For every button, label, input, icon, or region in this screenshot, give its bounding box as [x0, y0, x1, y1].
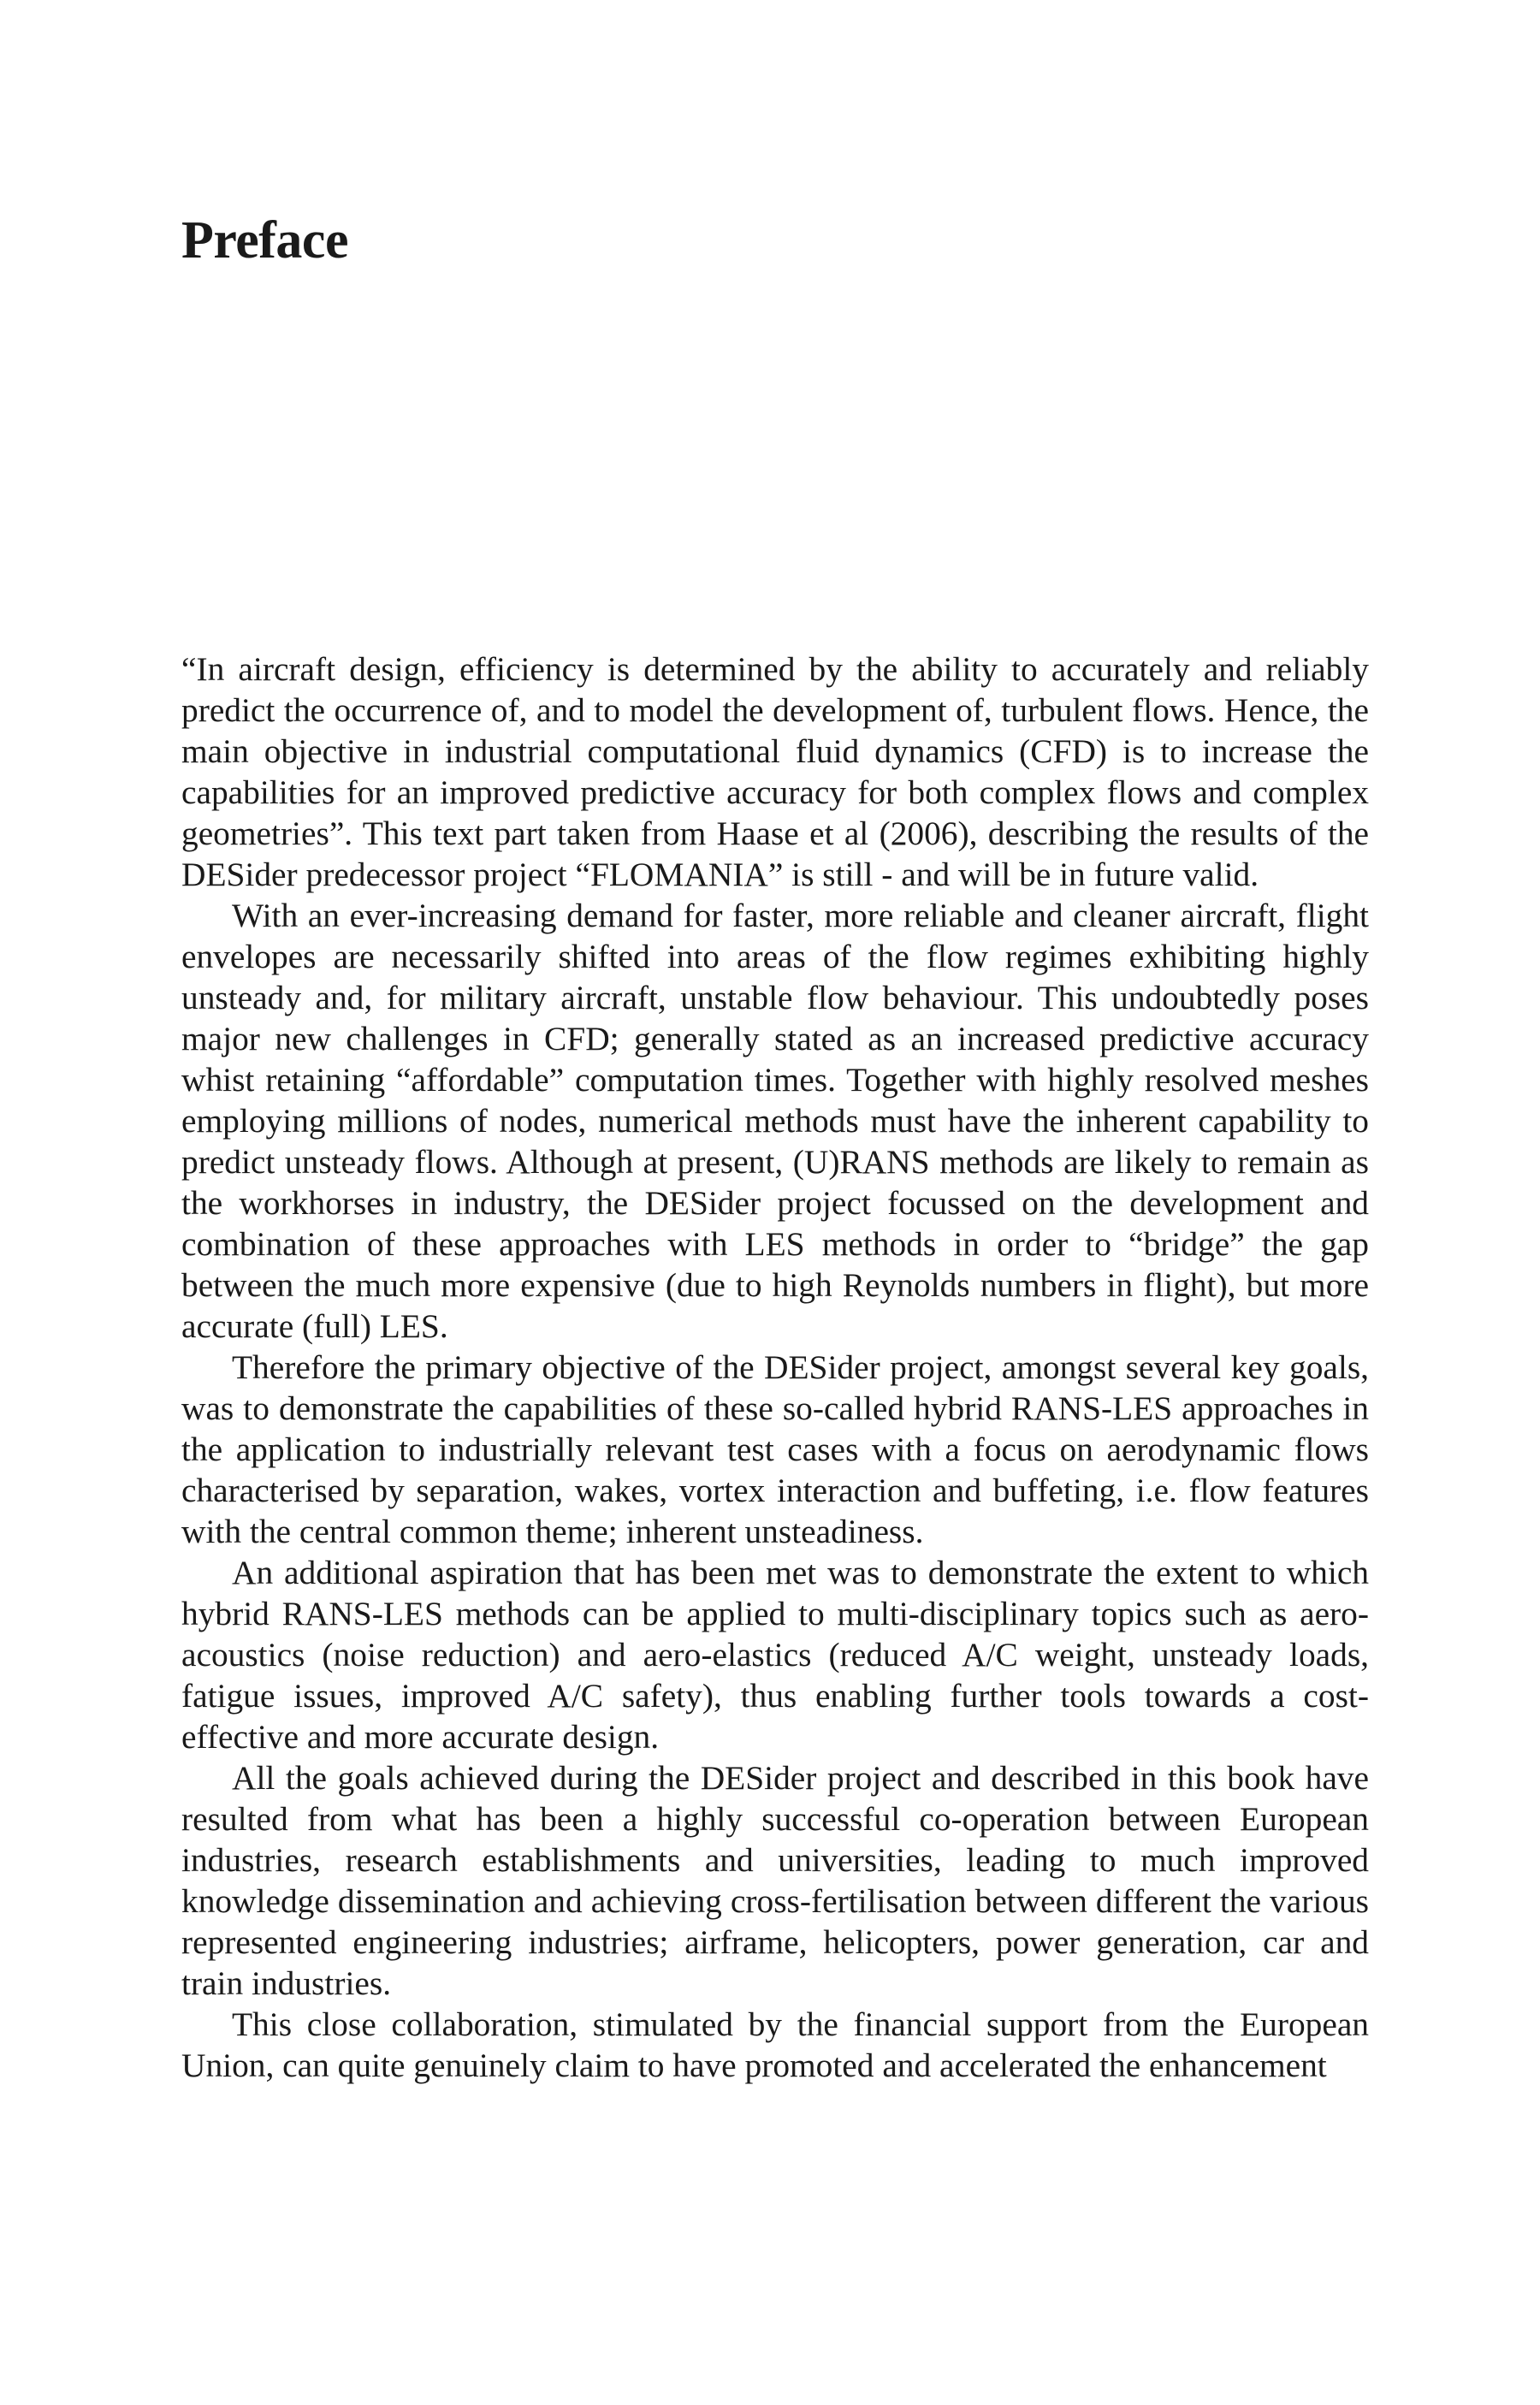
- paragraph-quote: “In aircraft design, efficiency is determined by the ability to accurately and reliably predict the occurrence of, and to model the development of, turbulent flows. Hence, the main objective in industrial computational fluid dynamics (CFD) is to increase the capabilities for an improved predictive accuracy for both complex flows and complex geometries”. This text part taken from Haase et al (2006), describing the results of the DESider predecessor project “FLOMANIA” is still - and will be in future valid.: [181, 650, 1369, 893]
- paragraph-goals: All the goals achieved during the DESider project and described in this book have resulted from what has been a highly successful co-operation between European industries, research establishments and universities, leading to much improved knowledge dissemination and achieving cross-fertilisation between different the various represented engineering industries; airframe, helicopters, power generation, car and train industries.: [181, 1759, 1369, 2002]
- paragraph-objective: Therefore the primary objective of the DESider project, amongst several key goals, was to demonstrate the capabilities of these so-called hybrid RANS-LES approaches in the application to industrially relevant test cases with a focus on aerodynamic flows characterised by separation, wakes, vortex interaction and buffeting, i.e. flow features with the central common theme; inherent unsteadiness.: [181, 1348, 1369, 1550]
- preface-body: [181, 649, 1369, 2086]
- paragraph-collaboration: This close collaboration, stimulated by the financial support from the European Union, can quite genuinely claim to have promoted and accelerated the enhancement: [181, 2005, 1369, 2084]
- paragraph-demand: With an ever-increasing demand for faster, more reliable and cleaner aircraft, flight envelopes are necessarily shifted into areas of the flow regimes exhibiting highly unsteady and, for military aircraft, unstable flow behaviour. This undoubtedly poses major new challenges in CFD; generally stated as an increased predictive accuracy whist retaining “affordable” computation times. Together with highly resolved meshes employing millions of nodes, numerical methods must have the inherent capability to predict unsteady flows. Although at present, (U)RANS methods are likely to remain as the workhorses in industry, the DESider project focussed on the development and combination of these approaches with LES methods in order to “bridge” the gap between the much more expensive (due to high Reynolds numbers in flight), but more accurate (full) LES.: [181, 897, 1369, 1345]
- page-title: Preface: [181, 211, 348, 270]
- paragraph-aspiration: An additional aspiration that has been met was to demonstrate the extent to which hybrid RANS-LES methods can be applied to multi-disciplinary topics such as aero-acoustics (noise reduction) and aero-elastics (reduced A/C weight, unsteady loads, fatigue issues, improved A/C safety), thus enabling further tools towards a cost-effective and more accurate design.: [181, 1554, 1369, 1756]
